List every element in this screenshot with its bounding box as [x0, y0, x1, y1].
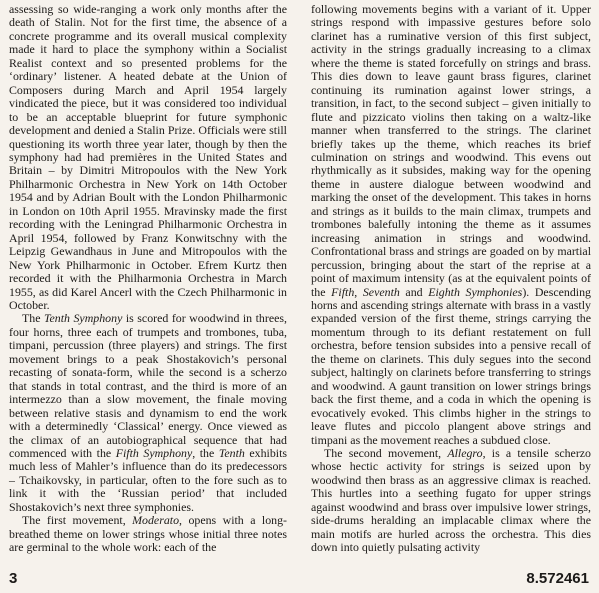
text-run: assessing so wide-ranging a work only months after the death of Stalin. Not for the first time, the absence of a concrete programme and its overall musical complexity made it hard to place the symphony within a Socialist Realist context and so presented problems for the ‘ordinary’ listener. A heated debate at the Union of Composers during March and April 1954 largely vindicated the piece, but it was considered too individual to be an acceptable blueprint for future symphonic development and denied a Stalin Prize. Officials were still questioning its worth three year later, though by then the symphony had had premières in the United States and Britain – by Dimitri Mitropoulos with the New York Philharmonic Orchestra in New York on 14th October 1954 and by Adrian Boult with the London Philharmonic in London on 10th April 1955. Mravinsky made the first recording with the Leningrad Philharmonic Orchestra in April 1954, followed by Franz Konwitschny with the Leipzig Gewandhaus in June and Mitropoulos with the New York Philharmonic in October. Efrem Kurtz then recorded it with the Philharmonia Orchestra in March 1955, as did Karel Ancerl with the Czech Philharmonic in October. [9, 2, 287, 312]
text-run: is scored for woodwind in threes, four horns, three each of trumpets and trombones, tuba, timpani, percussion (three players) and strings. The first movement brings to a peak Shostakovich’s personal recasting of sonata-form, while the second is a scherzo that stands in total contrast, and the third is more of an intermezzo than a slow movement, the finale moving between relative stasis and dynamism to end the work with a determinedly ‘Classical’ energy. Once viewed as the climax of an autobiographical sequence that had commenced with the [9, 311, 287, 460]
paragraph [9, 514, 287, 554]
right-text-column [311, 3, 591, 555]
text-run: ). Descending horns and ascending strings alternate with brass in a vastly expanded version of the first theme, strings carrying the momentum through to its defiant restatement on full orchestra, before tension subsides into a pensive recall of the theme on clarinets. This duly segues into the second subject, haltingly on clarinets before transferring to strings and woodwind. A gaunt transition on lower strings brings back the first theme, and a coda in which the opening is evocatively evoked. This climbs higher in the strings to leave flutes and piccolo plangent above strings and timpani as the movement reaches a subdued close. [311, 284, 591, 447]
text-run: following movements begins with a variant of it. Upper strings respond with impassive gestures before solo clarinet has a ruminative version of this first subject, activity in the strings gradually increasing to a climax where the theme is stated forcefully on strings and brass. This dies down to leave gaunt brass figures, clarinet continuing its rumination against lower strings, a transition, in fact, to the second subject – given initially to flute and pizzicato violins then taking on a waltz-like manner when transferred to the strings. The clarinet briefly takes up the theme, which reaches its brief culmination on strings and woodwind. This evens out rhythmically as it subsides, making way for the opening theme in austere dialogue between woodwind and marking the onset of the development. This takes in horns and strings as it builds to the main climax, trumpets and trombones balefully intoning the theme as it assumes increasing animation in strings and woodwind. Confrontational brass and strings are goaded on by martial percussion, bringing about the start of the reprise at a point of maximum intensity (as at the equivalent points of the [311, 2, 591, 299]
text-run: , is a tensile scherzo whose hectic activity for strings is seized upon by woodwind then brass as an aggressive climax is reached. This hurtles into a seething fugato for upper strings against woodwind and brass over impulsive lower strings, side-drums heralding an implacable climax where the main motifs are hurled across the orchestra. This dies down into quietly pulsating activity [311, 445, 591, 555]
paragraph [9, 3, 287, 312]
paragraph [311, 3, 591, 447]
text-run: , the [192, 445, 219, 460]
italic-title: Seventh [362, 284, 400, 299]
italic-title: Allegro [447, 445, 483, 460]
text-run: The second movement, [324, 445, 448, 460]
text-run: The [22, 311, 44, 326]
page-number: 3 [9, 570, 18, 587]
italic-title: Moderato [132, 513, 180, 528]
left-text-column [9, 3, 287, 555]
text-run: exhibits much less of Mahler’s influence than do its predecessors – Tchaikovsky, in particular, often to the fore such as to link it with the ‘Russian period’ that included Shostakovich’s next three symphonies. [9, 445, 288, 514]
text-run: The first movement, [22, 513, 133, 528]
paragraph [311, 447, 591, 555]
italic-title: Tenth [218, 445, 245, 460]
text-run: , opens with a long-breathed theme on lower strings whose initial three notes are germinal to the whole work: each of the [9, 513, 288, 555]
text-run: , [354, 284, 363, 299]
italic-title: Eighth Symphonies [428, 284, 523, 299]
text-run: and [399, 284, 429, 299]
italic-title: Fifth [331, 284, 355, 299]
italic-title: Tenth Symphony [43, 311, 123, 326]
italic-title: Fifth Symphony [115, 445, 193, 460]
paragraph [9, 312, 287, 514]
catalogue-number: 8.572461 [526, 570, 589, 587]
